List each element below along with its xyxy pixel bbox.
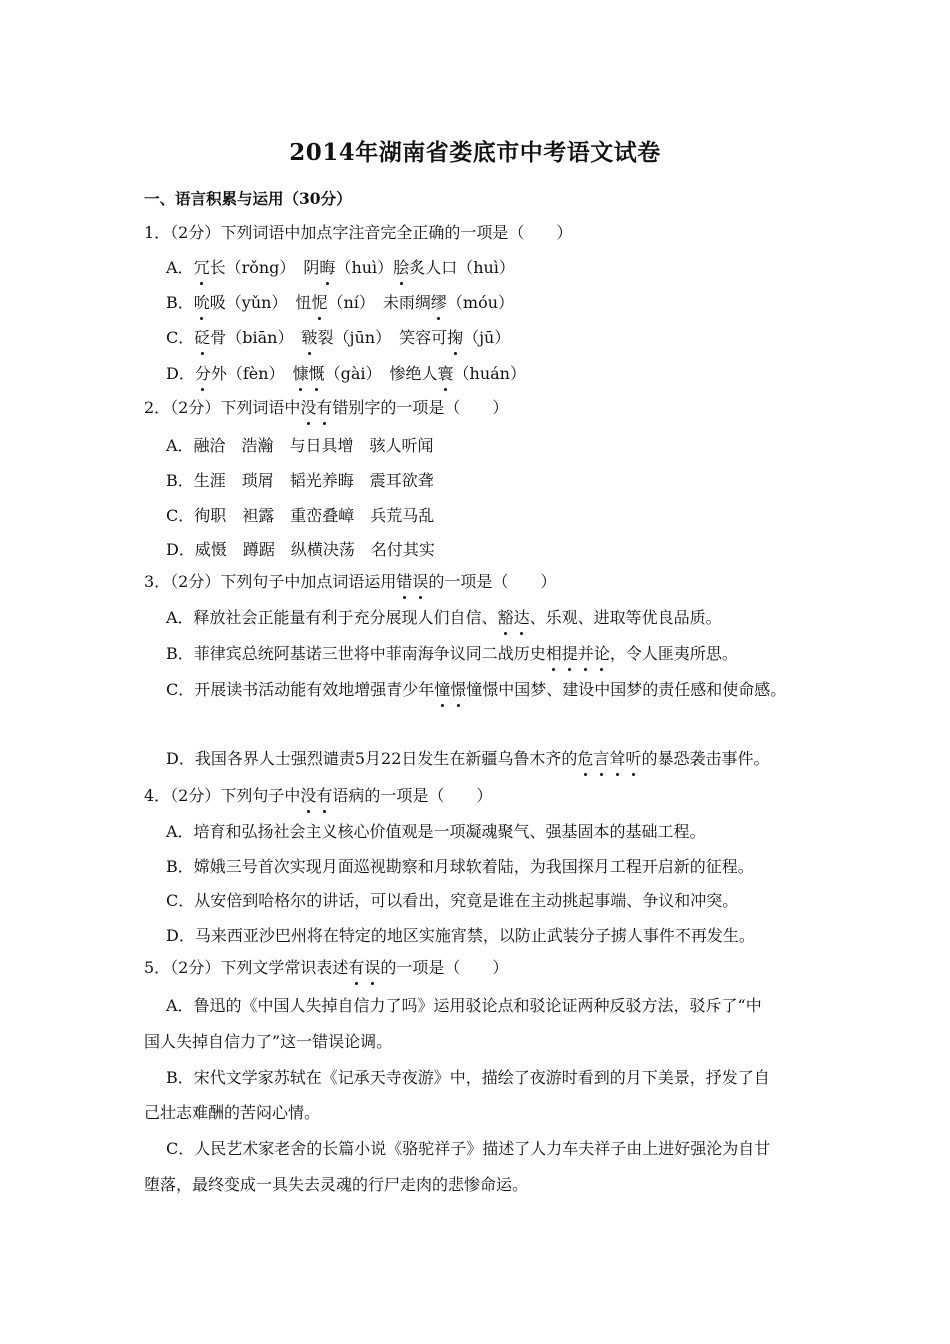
text-segment: 错别字的一项是（ ） bbox=[332, 398, 509, 417]
text-segment: 1．（2分）下列词语中加点字注音完全正确的一项是（ ） bbox=[144, 223, 573, 242]
question-4-option-a: A．培育和弘扬社会主义核心价值观是一项凝魂聚气、强基固本的基础工程。 bbox=[166, 822, 706, 841]
emphasis-char: 豁 bbox=[497, 608, 514, 627]
emphasis-mark bbox=[577, 749, 641, 768]
text-segment: 5．（2分）下列文学常识表述 bbox=[144, 958, 349, 977]
question-2-option-a: A．融洽 浩瀚 与日具增 骇人听闻 bbox=[166, 436, 434, 455]
text-segment: 的一项是（ ） bbox=[428, 572, 557, 591]
text-segment: 长（rǒng） 阴 bbox=[209, 258, 320, 277]
text-segment: 的一项是（ ） bbox=[380, 958, 509, 977]
emphasis-char: 论 bbox=[593, 644, 610, 663]
emphasis-char: 有 bbox=[348, 958, 365, 977]
question-5-option-a-line2: 国人失掉自信力了”这一错误论调。 bbox=[144, 1032, 393, 1051]
question-5-option-b-line2: 己壮志难酬的苦闷心情。 bbox=[144, 1103, 321, 1122]
text-segment: 吸（yǔn） 忸 bbox=[209, 293, 312, 312]
emphasis-char: 达 bbox=[513, 608, 530, 627]
text-segment: （ní） 未雨绸 bbox=[327, 293, 431, 312]
emphasis-mark: 晦 bbox=[319, 258, 336, 277]
emphasis-mark bbox=[434, 680, 466, 699]
emphasis-char: 言 bbox=[593, 749, 610, 768]
text-segment: 3．（2分）下列句子中加点词语运用 bbox=[144, 572, 397, 591]
text-segment: D．我国各界人士强烈谴责5月22日发生在新疆乌鲁木齐的 bbox=[166, 749, 578, 768]
emphasis-char: 慨 bbox=[308, 364, 325, 383]
emphasis-char: 有 bbox=[316, 398, 333, 417]
emphasis-char: 憧 bbox=[434, 680, 451, 699]
question-4-option-c: C．从安倍到哈格尔的讲话，可以看出，究竟是谁在主动挑起事端、争议和冲突。 bbox=[166, 891, 739, 910]
text-segment: A．释放社会正能量有利于充分展现人们自信、 bbox=[166, 608, 498, 627]
emphasis-mark bbox=[300, 398, 332, 417]
emphasis-mark: 分 bbox=[194, 364, 211, 383]
question-4-option-d: D．马来西亚沙巴州将在特定的地区实施宵禁，以防止武装分子掳人事件不再发生。 bbox=[166, 926, 755, 945]
emphasis-mark: 寰 bbox=[437, 364, 454, 383]
emphasis-mark: 脍 bbox=[393, 258, 410, 277]
question-1-stem bbox=[144, 222, 572, 244]
text-segment: （gài） 惨绝人 bbox=[324, 364, 438, 383]
text-segment: （móu） bbox=[446, 293, 515, 312]
emphasis-char: 并 bbox=[577, 644, 594, 663]
emphasis-mark: 怩 bbox=[311, 293, 328, 312]
text-segment: A． bbox=[166, 258, 194, 277]
text-segment: 的暴恐袭击事件。 bbox=[641, 749, 770, 768]
text-segment: ，令人匪夷所思。 bbox=[609, 644, 738, 663]
text-segment: 外（fèn） bbox=[210, 364, 293, 383]
emphasis-mark bbox=[293, 364, 325, 383]
question-2-option-d: D．威慑 蹲踞 纵横决荡 名付其实 bbox=[166, 540, 435, 559]
question-3-option-c bbox=[166, 679, 786, 701]
emphasis-char: 误 bbox=[364, 958, 381, 977]
emphasis-mark: 吮 bbox=[193, 293, 210, 312]
text-segment: 骨（biān） bbox=[210, 328, 302, 347]
question-5-stem bbox=[144, 957, 508, 979]
question-1-option-b bbox=[166, 292, 514, 314]
text-segment: C．开展读书活动能有效地增强青少年 bbox=[166, 680, 435, 699]
emphasis-char: 耸 bbox=[609, 749, 626, 768]
question-1-option-c bbox=[166, 327, 510, 349]
text-segment: 憧憬中国梦、建设中国梦的责任感和使命感。 bbox=[466, 680, 787, 699]
text-segment: C． bbox=[166, 328, 195, 347]
emphasis-mark bbox=[498, 608, 530, 627]
question-4-option-b: B．嫦娥三号首次实现月面巡视勘察和月球软着陆，为我国探月工程开启新的征程。 bbox=[166, 857, 754, 876]
text-segment: （jū） bbox=[463, 328, 511, 347]
text-segment: 裂（jūn） 笑容可 bbox=[317, 328, 448, 347]
emphasis-char: 听 bbox=[625, 749, 642, 768]
section-heading: 一、语言积累与运用（30分） bbox=[144, 189, 352, 208]
page-title: 2014年湖南省娄底市中考语文试卷 bbox=[289, 139, 661, 166]
question-2-option-b: B．生涯 琐屑 韬光养晦 震耳欲聋 bbox=[166, 471, 434, 490]
emphasis-char: 误 bbox=[412, 572, 429, 591]
question-3-option-a bbox=[166, 607, 722, 629]
emphasis-mark: 砭 bbox=[194, 328, 211, 347]
text-segment: 、乐观、进取等优良品质。 bbox=[529, 608, 722, 627]
question-3-stem bbox=[144, 571, 556, 593]
text-segment: 4．（2分）下列句子中 bbox=[144, 786, 301, 805]
text-segment: （huì） bbox=[335, 258, 394, 277]
text-segment: B．菲律宾总统阿基诺三世将中菲南海争议同二战历史 bbox=[166, 644, 546, 663]
question-1-option-d bbox=[166, 363, 526, 385]
emphasis-mark: 掬 bbox=[447, 328, 464, 347]
emphasis-char: 没 bbox=[300, 398, 317, 417]
emphasis-char: 错 bbox=[396, 572, 413, 591]
question-2-option-c: C．徇职 袒露 重峦叠嶂 兵荒马乱 bbox=[166, 506, 435, 525]
emphasis-mark: 冗 bbox=[193, 258, 210, 277]
emphasis-mark bbox=[300, 786, 332, 805]
emphasis-char: 没 bbox=[300, 786, 317, 805]
emphasis-char: 慷 bbox=[292, 364, 309, 383]
question-5-option-c-line1: C．人民艺术家老舍的长篇小说《骆驼祥子》描述了人力车夫祥子由上进好强沦为自甘 bbox=[166, 1139, 771, 1158]
emphasis-char: 相 bbox=[545, 644, 562, 663]
emphasis-mark bbox=[546, 644, 610, 663]
question-2-stem bbox=[144, 397, 508, 419]
emphasis-mark: 缪 bbox=[430, 293, 447, 312]
question-3-option-b bbox=[166, 643, 738, 665]
emphasis-char: 有 bbox=[316, 786, 333, 805]
text-segment: B． bbox=[166, 293, 194, 312]
emphasis-char: 憬 bbox=[450, 680, 467, 699]
text-segment: 炙人口（huì） bbox=[409, 258, 515, 277]
question-5-option-b-line1: B．宋代文学家苏轼在《记承天寺夜游》中，描绘了夜游时看到的月下美景，抒发了自 bbox=[166, 1068, 770, 1087]
question-5-option-a-line1: A．鲁迅的《中国人失掉自信力了吗》运用驳论点和驳论证两种反驳方法，驳斥了“中 bbox=[166, 996, 762, 1015]
question-1-option-a bbox=[166, 257, 515, 279]
emphasis-char: 提 bbox=[561, 644, 578, 663]
text-segment: 2．（2分）下列词语中 bbox=[144, 398, 301, 417]
question-3-option-d bbox=[166, 748, 769, 770]
text-segment: 语病的一项是（ ） bbox=[332, 786, 493, 805]
question-4-stem bbox=[144, 785, 492, 807]
emphasis-mark: 皲 bbox=[301, 328, 318, 347]
text-segment: （huán） bbox=[453, 364, 526, 383]
emphasis-mark bbox=[396, 572, 428, 591]
question-5-option-c-line2: 堕落，最终变成一具失去灵魂的行尸走肉的悲惨命运。 bbox=[144, 1175, 529, 1194]
emphasis-mark bbox=[348, 958, 380, 977]
emphasis-char: 危 bbox=[577, 749, 594, 768]
text-segment: D． bbox=[166, 364, 195, 383]
